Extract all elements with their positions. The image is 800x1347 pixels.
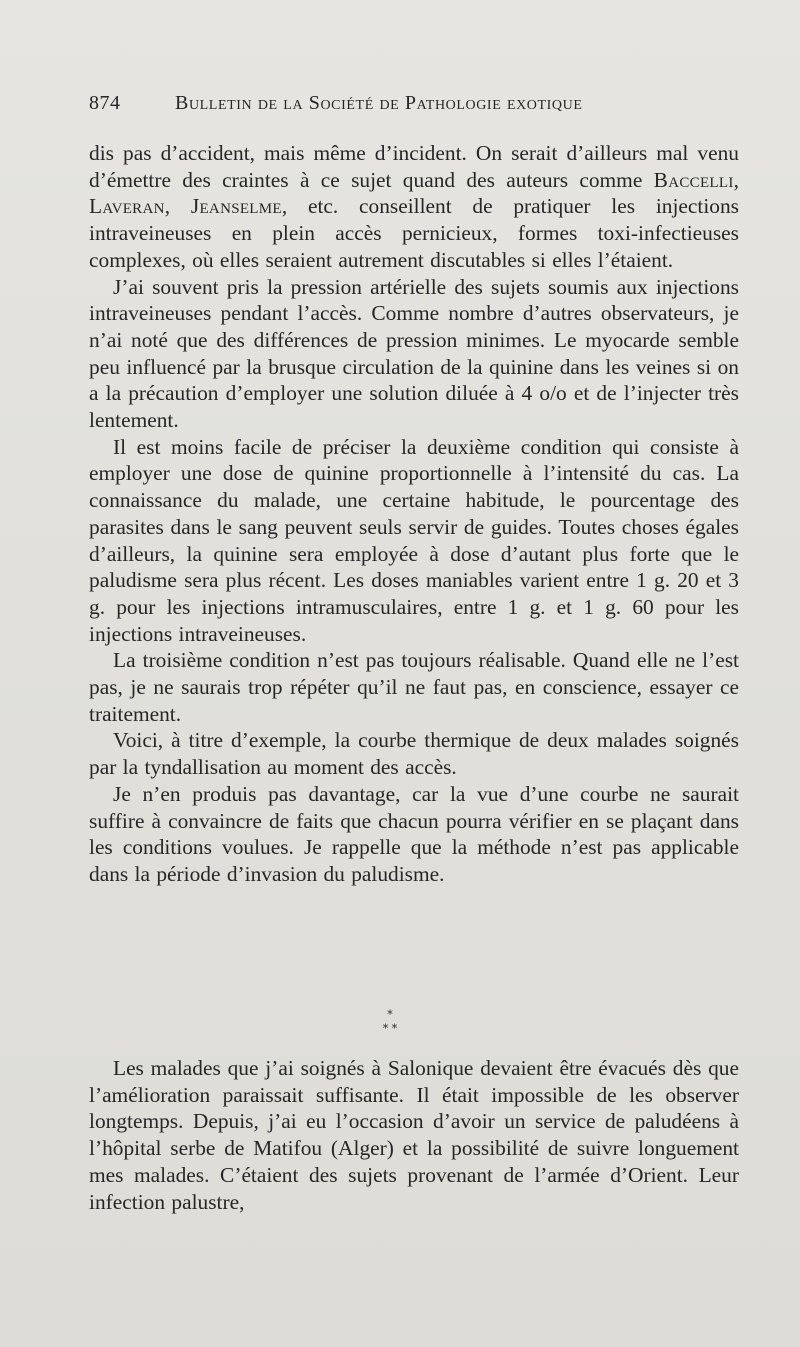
paragraph bbox=[89, 274, 739, 434]
text-run: Les malades que j’ai soignés à Salonique devaient être évacués dès que l’amélioration paraissait suffisante. Il était impossible de les observer longtemps. Depuis, j’ai eu l’occasion d’avoir un service de paludéens à l’hôpital serbe de Matifou (Alger) et la possibilité de suivre longuement mes malades. C’étaient des sujets provenant de l’armée d’Orient. Leur infection palustre, bbox=[89, 1056, 739, 1214]
author-name: Baccelli bbox=[653, 167, 734, 192]
text-run: , bbox=[733, 167, 739, 192]
text-run: La troisième condition n’est pas toujours réalisable. Quand elle ne l’est pas, je ne saurais trop répéter qu’il ne faut pas, en conscience, essayer ce traitement. bbox=[89, 648, 739, 726]
author-name: Laveran bbox=[89, 194, 165, 219]
paragraph bbox=[89, 434, 739, 648]
page-header bbox=[89, 92, 679, 122]
paragraph bbox=[89, 727, 739, 780]
paragraph bbox=[89, 1055, 739, 1215]
running-head: Bulletin de la Société de Pathologie exotique bbox=[175, 92, 583, 114]
section-separator bbox=[330, 1008, 450, 1044]
text-run: , etc. conseillent de pratiquer les injections intraveineuses en plein accès pernicieux, formes toxi-infectieuses complexes, où elles seraient autrement discutables si elles l’étaient. bbox=[89, 194, 739, 272]
text-run: dis pas d’accident, mais même d’incident. On serait d’ailleurs mal venu d’émettre des craintes à ce sujet quand des auteurs comme bbox=[89, 141, 739, 192]
page-number: 874 bbox=[89, 92, 121, 114]
paragraph bbox=[89, 781, 739, 888]
text-run: , bbox=[164, 194, 191, 219]
author-name: Jeanselme bbox=[190, 194, 282, 219]
paragraph bbox=[89, 140, 739, 274]
text-run: Il est moins facile de préciser la deuxième condition qui consiste à employer une dose de quinine proportionnelle à l’intensité du cas. La connaissance du malade, une certaine habitude, le pourcentage des parasites dans le sang peuvent seuls servir de guides. Toutes choses égales d’ailleurs, la quinine sera employée à dose d’autant plus forte que le paludisme sera plus récent. Les doses maniables varient entre 1 g. 20 et 3 g. pour les injections intramusculaires, entre 1 g. et 1 g. 60 pour les injections intraveineuses. bbox=[89, 434, 739, 646]
text-run: J’ai souvent pris la pression artérielle des sujets soumis aux injections intraveineuses pendant l’accès. Comme nombre d’autres observateurs, je n’ai noté que des différences de pression minimes. Le myocarde semble peu influencé par la brusque circulation de la quinine dans les veines si on a la précaution d’employer une solution diluée à 4 o/o et de l’injecter très lentement. bbox=[89, 274, 739, 433]
text-run: Voici, à titre d’exemple, la courbe thermique de deux malades soignés par la tyndallisation au moment des accès. bbox=[89, 728, 739, 780]
paragraph bbox=[89, 647, 739, 727]
separator-top-asterisk: * bbox=[387, 1008, 393, 1021]
body-text bbox=[89, 140, 739, 888]
body-text-continued bbox=[89, 1055, 739, 1215]
separator-bottom-asterisks: * * bbox=[382, 1022, 398, 1035]
text-run: Je n’en produis pas davantage, car la vue d’une courbe ne saurait suffire à convaincre de faits que chacun pourra vérifier en se plaçant dans les conditions voulues. Je rappelle que la méthode n’est pas applicable dans la période d’invasion du paludisme. bbox=[89, 781, 739, 886]
